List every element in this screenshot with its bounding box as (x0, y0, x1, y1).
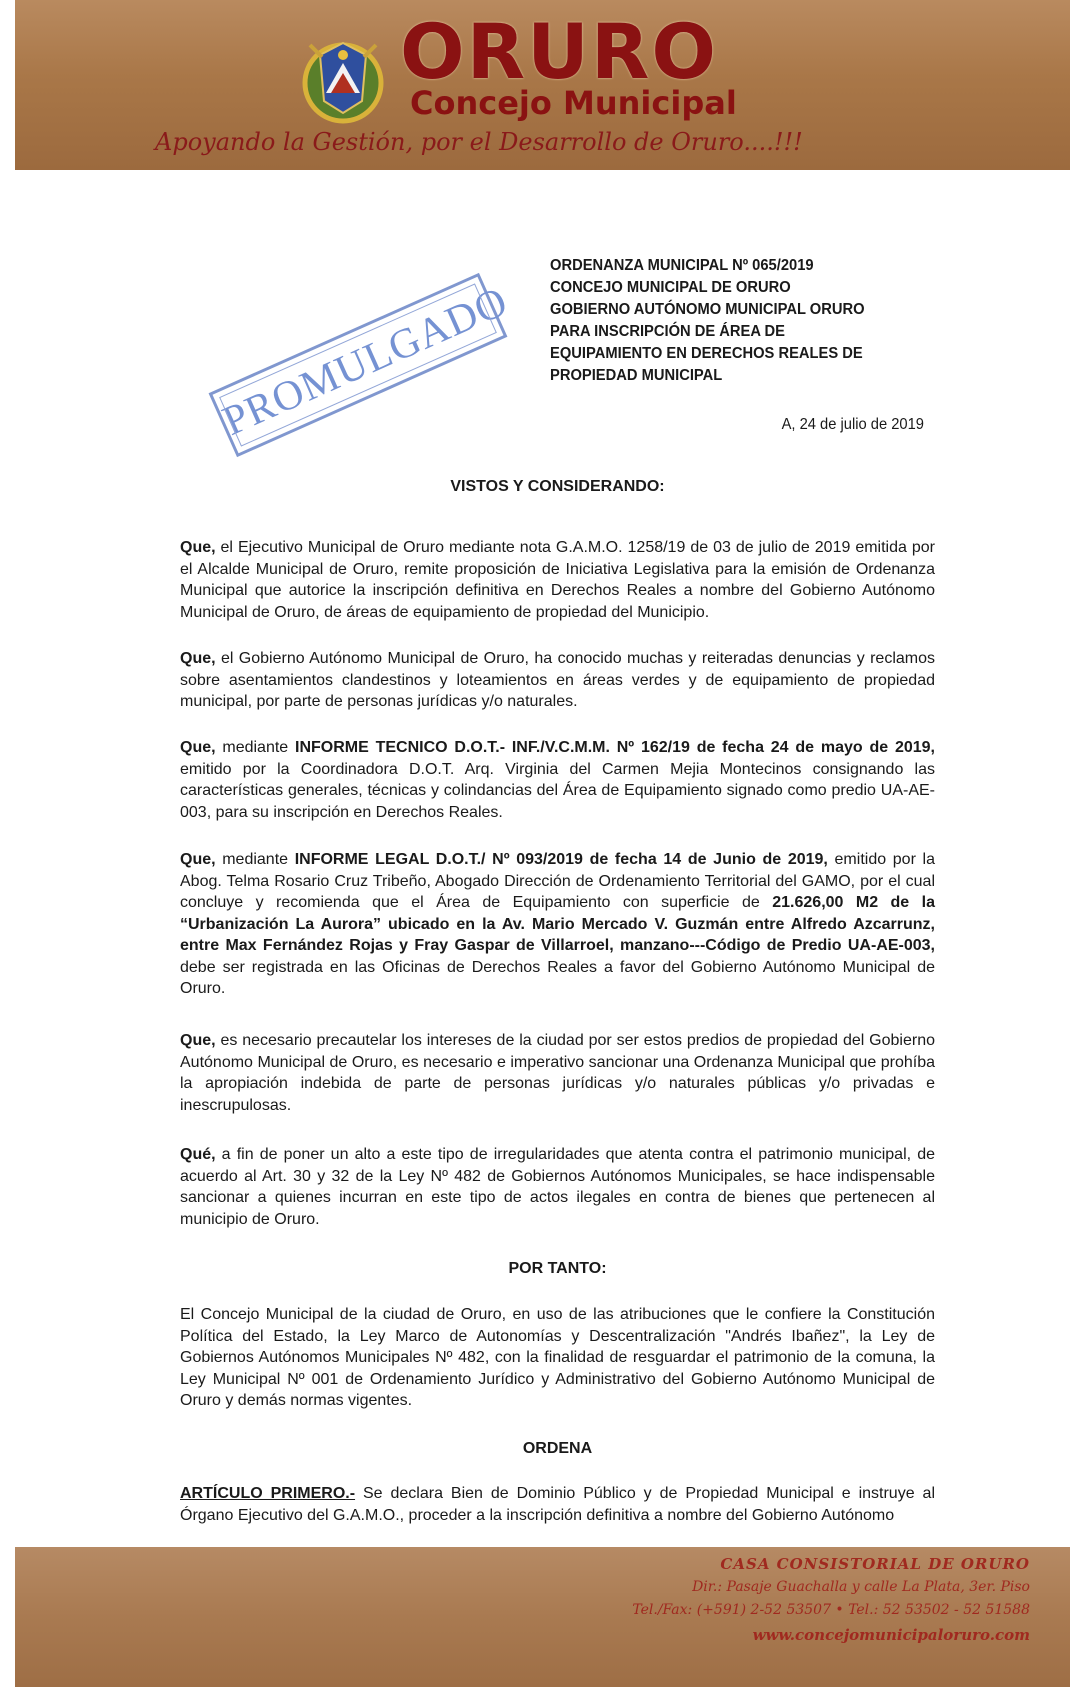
header-slogan: Apoyando la Gestión, por el Desarrollo de Oruro....!!! (155, 128, 803, 156)
promulgado-stamp: PROMULGADO (209, 273, 508, 457)
paragraph-4 (180, 849, 935, 1000)
paragraph-lead: Que, (180, 650, 216, 667)
paragraph-text: el Gobierno Autónomo Municipal de Oruro, ha conocido muchas y reiteradas denuncias y reclamos sobre asentamientos clandestinos y loteamientos en áreas verdes y de equipamiento de propiedad municipal, por parte de personas jurídicas y/o naturales. (180, 650, 935, 710)
ordinance-line: PARA INSCRIPCIÓN DE ÁREA DE (550, 323, 786, 340)
header-subtitle: Concejo Municipal (410, 84, 737, 122)
ordinance-line: CONCEJO MUNICIPAL DE ORURO (550, 279, 791, 296)
paragraph-5 (180, 1030, 935, 1116)
paragraph-text: el Ejecutivo Municipal de Oruro mediante nota G.A.M.O. 1258/19 de 03 de julio de 2019 emitida por el Alcalde Municipal de Oruro, remite proposición de Iniciativa Legislativa para la emisión de Ordenanza Municipal que autorice la inscripción definitiva en Derechos Reales a nombre del Gobierno Autónomo Municipal de Oruro, de áreas de equipamiento de propiedad del Municipio. (180, 539, 935, 621)
paragraph-lead: Que, (180, 739, 216, 756)
paragraph-lead: Qué, (180, 1146, 216, 1163)
paragraph-text: El Concejo Municipal de la ciudad de Oruro, en uso de las atribuciones que le confiere la Constitución Política del Estado, la Ley Marco de Autonomías y Descentralización "Andrés Ibañez", la Ley de Gobiernos Autónomos Municipales Nº 482, con la finalidad de resguardar el patrimonio de la comuna, la Ley Municipal Nº 001 de Ordenamiento Jurídico y Administrativo del Gobierno Autónomo Municipal de Oruro y demás normas vigentes. (180, 1306, 935, 1409)
ordinance-line: ORDENANZA MUNICIPAL Nº 065/2019 (550, 257, 814, 274)
city-crest-icon (300, 35, 386, 125)
ordinance-line: PROPIEDAD MUNICIPAL (550, 367, 723, 384)
section-ordena-heading: ORDENA (522, 1440, 593, 1457)
ordinance-line: GOBIERNO AUTÓNOMO MUNICIPAL ORURO (550, 301, 865, 318)
paragraph-text: emitido por la Abog. Telma Rosario Cruz Tribeño, Abogado Dirección de Ordenamiento Territorial del GAMO, por el cual concluye y recomienda que el Área de Equipamiento con superficie de (180, 851, 936, 911)
paragraph-7 (180, 1304, 935, 1412)
paragraph-text: a fin de poner un alto a este tipo de irregularidades que atenta contra el patrimonio municipal, de acuerdo al Art. 30 y 32 de la Ley Nº 482 de Gobiernos Autónomos Municipales, se hace indispensable sancionar a quienes incurran en este tipo de actos ilegales en contra de bienes que pertenecen al municipio de Oruro. (180, 1146, 935, 1228)
letterhead-banner (15, 0, 1070, 170)
paragraph-3 (180, 737, 935, 823)
paragraph-text: mediante (215, 739, 295, 756)
paragraph-6 (180, 1144, 935, 1230)
footer-banner (15, 1547, 1070, 1687)
paragraph-emphasis: INFORME TECNICO D.O.T.- INF./V.C.M.M. Nº 162/19 de fecha 24 de mayo de 2019, (295, 739, 935, 756)
paragraph-2 (180, 648, 935, 713)
ordinance-line: EQUIPAMIENTO EN DERECHOS REALES DE (550, 345, 863, 362)
paragraph-lead: Que, (180, 539, 216, 556)
paragraph-lead: Que, (180, 851, 216, 868)
footer-phones: Tel./Fax: (+591) 2-52 53507 • Tel.: 52 53502 - 52 51588 (632, 1602, 1030, 1618)
article-primero (180, 1483, 935, 1526)
paragraph-lead: Que, (180, 1032, 216, 1049)
section-por-tanto-heading: POR TANTO: (508, 1260, 607, 1277)
footer-address: Dir.: Pasaje Guachalla y calle La Plata, 3er. Piso (692, 1579, 1030, 1595)
header-title: ORURO (400, 7, 718, 96)
article-text: Se declara Bien de Dominio Público y de Propiedad Municipal e instruye al Órgano Ejecutivo del G.A.M.O., proceder a la inscripción definitiva a nombre del Gobierno Autónomo (180, 1485, 935, 1524)
paragraph-emphasis: INFORME LEGAL D.O.T./ Nº 093/2019 de fecha 14 de Junio de 2019, (294, 851, 828, 868)
article-lead: ARTÍCULO PRIMERO.- (180, 1485, 356, 1502)
section-vistos-heading: VISTOS Y CONSIDERANDO: (450, 478, 665, 495)
footer-website: www.concejomunicipaloruro.com (752, 1626, 1030, 1644)
paragraph-text: mediante (215, 851, 295, 868)
ordinance-heading (550, 255, 895, 387)
ordinance-date: A, 24 de julio de 2019 (781, 416, 924, 433)
paragraph-text: debe ser registrada en las Oficinas de Derechos Reales a favor del Gobierno Autónomo Municipal de Oruro. (180, 958, 935, 997)
footer-title: CASA CONSISTORIAL DE ORURO (720, 1555, 1030, 1573)
paragraph-text: es necesario precautelar los intereses de la ciudad por ser estos predios de propiedad del Gobierno Autónomo Municipal de Oruro, es necesario e imperativo sancionar una Ordenanza Municipal que prohíba la apropiación indebida de parte de personas jurídicas y/o naturales públicas y/o privadas e inescrupulosas. (180, 1032, 935, 1114)
paragraph-emphasis: 21.626,00 M2 de la “Urbanización La Aurora” ubicado en la Av. Mario Mercado V. Guzmán entre Alfredo Azcarrunz, entre Max Fernández Rojas y Fray Gaspar de Villarroel, manzano---Código de Predio UA-AE-003, (180, 894, 935, 954)
paragraph-text: emitido por la Coordinadora D.O.T. Arq. Virginia del Carmen Mejia Montecinos consignando las características generales, técnicas y colindancias del Área de Equipamiento signado como predio UA-AE-003, para su inscripción en Derechos Reales. (180, 760, 935, 821)
paragraph-1 (180, 537, 935, 623)
